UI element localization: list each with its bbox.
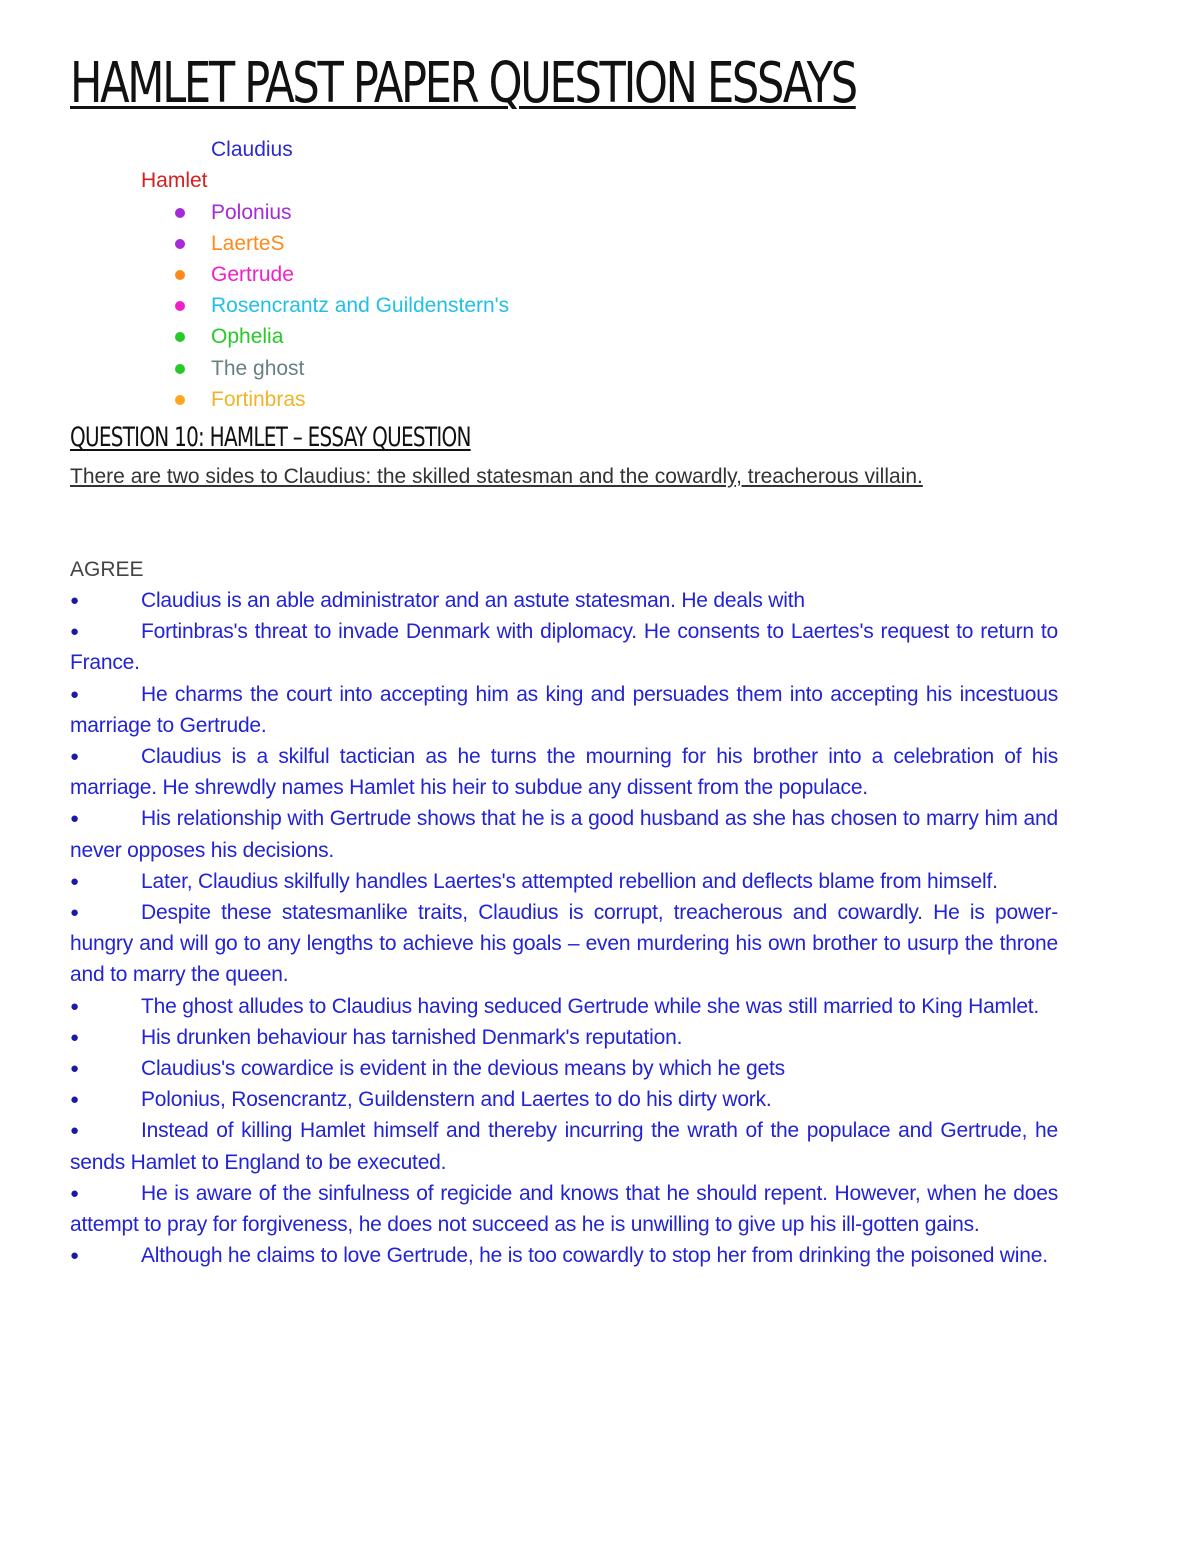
- bullet-dot-icon: [175, 395, 185, 405]
- bullet-icon: ●: [70, 685, 79, 703]
- agree-point: [70, 1022, 1058, 1053]
- bullet-icon: ●: [70, 623, 79, 641]
- agree-point: [70, 897, 1058, 991]
- question-heading: QUESTION 10: HAMLET – ESSAY QUESTION: [70, 422, 471, 453]
- agree-point: [70, 1240, 1058, 1271]
- bullet-dot-icon: [175, 301, 185, 311]
- bullet-icon: ●: [70, 1091, 79, 1109]
- agree-point: [70, 866, 1058, 897]
- agree-point-text: His relationship with Gertrude shows that he is a good husband as she has chosen to marry him and never opposes his decisions.: [70, 807, 1058, 862]
- character-list-item: [175, 322, 509, 353]
- agree-point-text: Claudius is a skilful tactician as he turns the mourning for his brother into a celebration of his marriage. He shrewdly names Hamlet his heir to subdue any dissent from the populace.: [70, 745, 1058, 800]
- character-list-item: [175, 259, 509, 290]
- agree-heading: AGREE: [70, 558, 144, 581]
- character-list-item: [175, 384, 509, 415]
- bullet-icon: ●: [70, 810, 79, 828]
- bullet-icon: ●: [70, 748, 79, 766]
- agree-point: [70, 1178, 1058, 1240]
- bullet-icon: ●: [70, 1028, 79, 1046]
- agree-point-text: He is aware of the sinfulness of regicide and knows that he should repent. However, when he does attempt to pray for forgiveness, he does not succeed as he is unwilling to give up his ill-gotten gains.: [70, 1181, 1058, 1237]
- agree-point: [70, 585, 1058, 616]
- character-list-item: [175, 291, 509, 322]
- agree-point-text: His drunken behaviour has tarnished Denmark's reputation.: [141, 1025, 683, 1049]
- agree-point: [70, 1115, 1058, 1177]
- character-name: The ghost: [211, 356, 305, 380]
- character-name: LaerteS: [211, 231, 285, 255]
- agree-point-text: The ghost alludes to Claudius having seduced Gertrude while she was still married to King Hamlet.: [141, 994, 1040, 1018]
- bullet-icon: ●: [70, 1122, 79, 1140]
- character-list: [175, 197, 509, 415]
- agree-point-text: Instead of killing Hamlet himself and thereby incurring the wrath of the populace and Gertrude, he sends Hamlet to England to be executed.: [70, 1119, 1058, 1174]
- agree-point-text: Fortinbras's threat to invade Denmark with diplomacy. He consents to Laertes's request to return to France.: [70, 620, 1058, 675]
- bullet-dot-icon: [175, 208, 185, 218]
- bullet-icon: ●: [70, 1247, 79, 1265]
- character-list-item: [175, 197, 509, 228]
- agree-point: [70, 1084, 1058, 1115]
- bullet-dot-icon: [175, 239, 185, 249]
- character-name: Polonius: [211, 200, 292, 224]
- bullet-icon: ●: [70, 904, 79, 922]
- agree-point: [70, 616, 1058, 678]
- character-name: Ophelia: [211, 325, 284, 349]
- character-hamlet-label: Hamlet: [141, 169, 208, 192]
- agree-point-text: Polonius, Rosencrantz, Guildenstern and Laertes to do his dirty work.: [141, 1088, 772, 1112]
- agree-points-list: [70, 585, 1058, 1271]
- agree-point: [70, 991, 1058, 1022]
- agree-point-text: Later, Claudius skilfully handles Laertes's attempted rebellion and deflects blame from himself.: [141, 869, 998, 893]
- agree-point: [70, 741, 1058, 803]
- bullet-icon: ●: [70, 997, 79, 1015]
- bullet-icon: ●: [70, 1060, 79, 1078]
- bullet-dot-icon: [175, 364, 185, 374]
- essay-prompt: There are two sides to Claudius: the skilled statesman and the cowardly, treacherous villain.: [70, 465, 923, 488]
- character-list-item: [175, 228, 509, 259]
- agree-point: [70, 679, 1058, 741]
- agree-point-text: He charms the court into accepting him as king and persuades them into accepting his incestuous marriage to Gertrude.: [70, 682, 1058, 737]
- character-list-item: [175, 353, 509, 384]
- agree-point: [70, 1053, 1058, 1084]
- bullet-icon: ●: [70, 1184, 79, 1202]
- character-name: Fortinbras: [211, 387, 306, 411]
- bullet-icon: ●: [70, 872, 79, 890]
- agree-point-text: Claudius is an able administrator and an astute statesman. He deals with: [141, 589, 805, 612]
- agree-point: [70, 803, 1058, 865]
- bullet-icon: ●: [70, 592, 79, 609]
- bullet-dot-icon: [175, 270, 185, 280]
- bullet-dot-icon: [175, 332, 185, 342]
- character-name: Rosencrantz and Guildenstern's: [211, 294, 510, 318]
- character-claudius-label: Claudius: [211, 138, 293, 161]
- character-name: Gertrude: [211, 262, 294, 286]
- agree-point-text: Despite these statesmanlike traits, Claudius is corrupt, treacherous and cowardly. He is power-hungry and will go to any lengths to achieve his goals – even murdering his own brother to usurp the throne and to marry the queen.: [70, 901, 1058, 987]
- document-title: HAMLET PAST PAPER QUESTION ESSAYS: [70, 51, 856, 116]
- agree-point-text: Claudius's cowardice is evident in the devious means by which he gets: [141, 1057, 785, 1081]
- agree-point-text: Although he claims to love Gertrude, he is too cowardly to stop her from drinking the poisoned wine.: [141, 1244, 1048, 1268]
